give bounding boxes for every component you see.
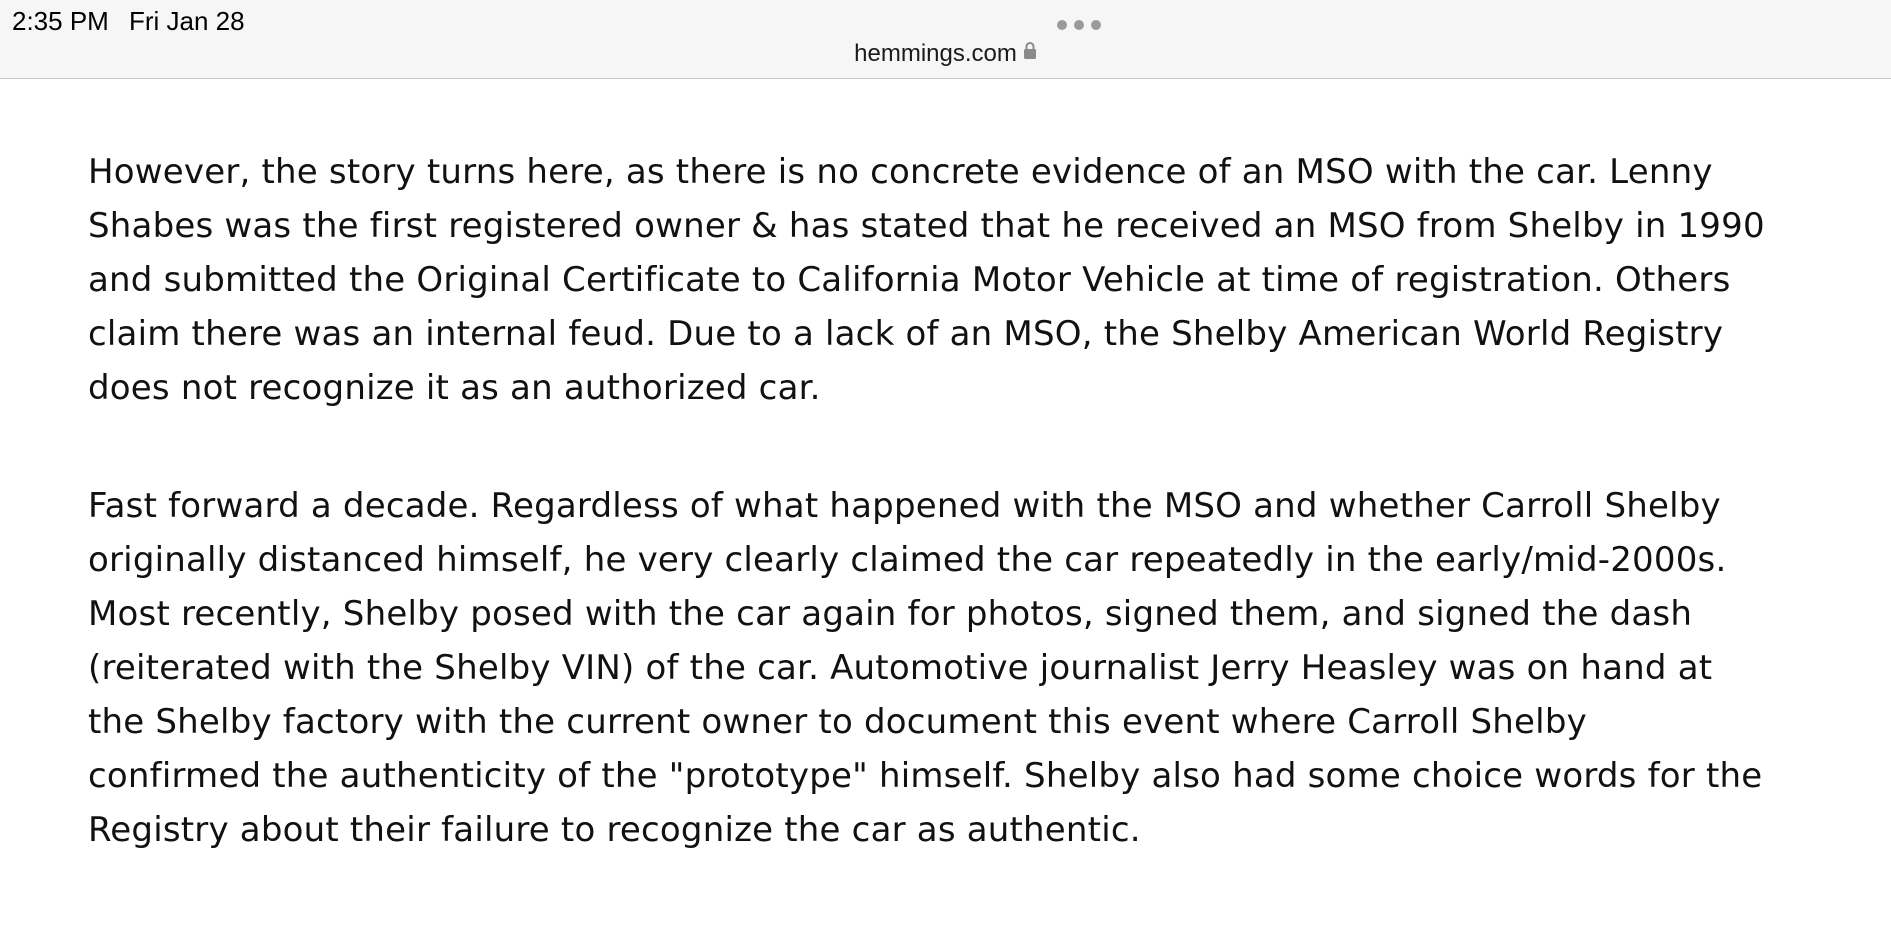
paragraph-line: Most recently, Shelby posed with the car again for photos, signed them, and signed the dash <box>88 594 1693 634</box>
dot-icon <box>1091 20 1101 30</box>
url-text: hemmings.com <box>854 40 1017 67</box>
article-body <box>88 145 1828 857</box>
article-paragraph <box>88 145 1828 415</box>
status-date: Fri Jan 28 <box>129 6 245 36</box>
paragraph-line: does not recognize it as an authorized car. <box>88 368 821 408</box>
paragraph-line: originally distanced himself, he very clearly claimed the car repeatedly in the early/mid-2000s. <box>88 540 1727 580</box>
paragraph-line: Shabes was the first registered owner & has stated that he received an MSO from Shelby in 1990 <box>88 206 1765 246</box>
paragraph-line: (reiterated with the Shelby VIN) of the car. Automotive journalist Jerry Heasley was on hand at <box>88 648 1713 688</box>
paragraph-line: claim there was an internal feud. Due to a lack of an MSO, the Shelby American World Registry <box>88 314 1724 354</box>
more-dots-icon[interactable] <box>1057 19 1101 31</box>
paragraph-line: Registry about their failure to recognize the car as authentic. <box>88 810 1141 850</box>
article-paragraph <box>88 479 1828 857</box>
paragraph-line: confirmed the authenticity of the "prototype" himself. Shelby also had some choice words for the <box>88 756 1763 796</box>
paragraph-line: and submitted the Original Certificate to California Motor Vehicle at time of registration. Others <box>88 260 1731 300</box>
lock-icon <box>1023 38 1037 66</box>
paragraph-line: However, the story turns here, as there is no concrete evidence of an MSO with the car. Lenny <box>88 152 1713 192</box>
dot-icon <box>1057 20 1067 30</box>
dot-icon <box>1074 20 1084 30</box>
paragraph-line: the Shelby factory with the current owner to document this event where Carroll Shelby <box>88 702 1587 742</box>
status-bar <box>0 0 1891 79</box>
status-time: 2:35 PM <box>12 6 109 36</box>
paragraph-line: Fast forward a decade. Regardless of what happened with the MSO and whether Carroll Shelby <box>88 486 1721 526</box>
address-bar[interactable] <box>0 40 1891 68</box>
